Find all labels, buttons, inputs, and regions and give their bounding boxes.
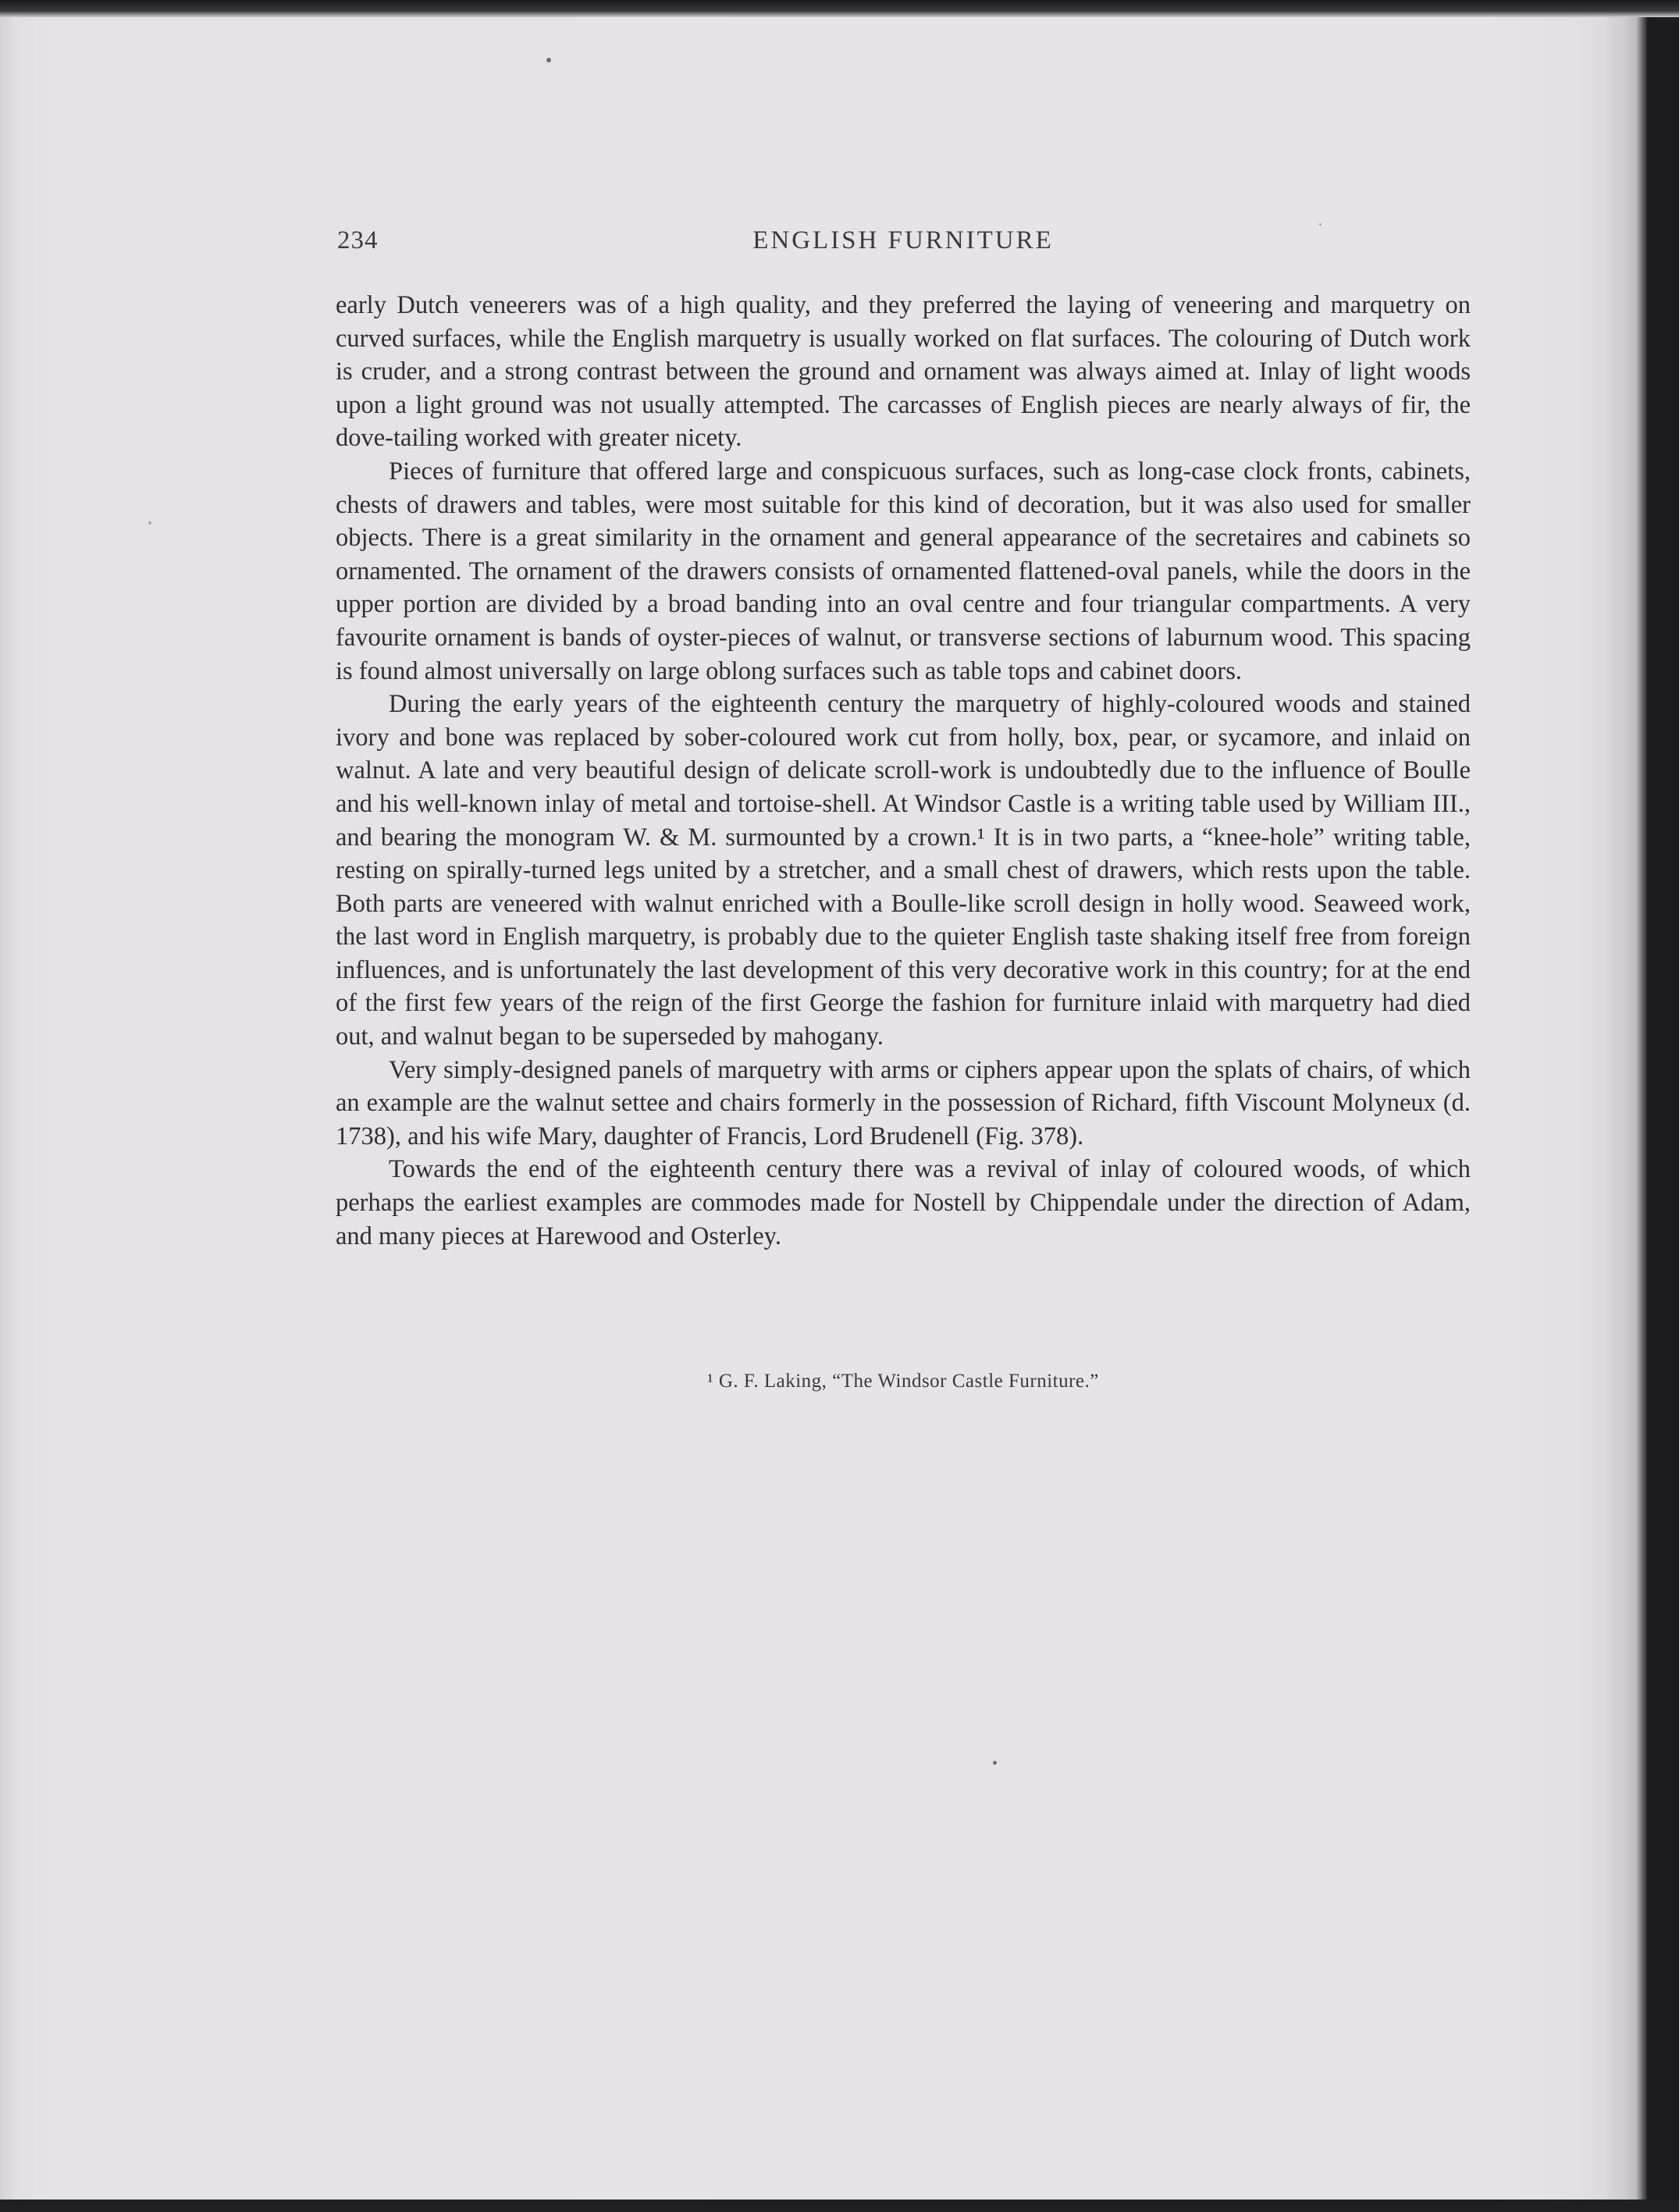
paragraph: During the early years of the eighteenth century the marquetry of highly-coloured woods and stained ivory and bone was replaced by sober-coloured work cut from holly, box, pear, or sycamore, and inlaid on walnut. A late and very beautiful design of delicate scroll-work is undoubtedly due to the influence of Boulle and his well-known inlay of metal and tortoise-shell. At Windsor Castle is a writing table used by William III., and bearing the monogram W. & M. surmounted by a crown.¹ It is in two parts, a “knee-hole” writing table, resting on spirally-turned legs united by a stretcher, and a small chest of drawers, which rests upon the table. Both parts are veneered with walnut enriched with a Boulle-like scroll design in holly wood. Seaweed work, the last word in English marquetry, is probably due to the quieter English taste shaking itself free from foreign influences, and is unfortunately the last development of this very decorative work in this country; for at the end of the first few years of the reign of the first George the fashion for furniture inlaid with marquetry had died out, and walnut began to be superseded by mahogany.: [336, 690, 1471, 1051]
paper-speck: [993, 1761, 997, 1765]
paragraph: Very simply-designed panels of marquetry with arms or ciphers appear upon the splats of chairs, of which an example are the walnut settee and chairs formerly in the possession of Richard, fifth Viscount Molyneux (d. 1738), and his wife Mary, daughter of Francis, Lord Brudenell (Fig. 378).: [336, 1055, 1471, 1150]
paper-speck: [546, 58, 551, 62]
top-edge: [0, 0, 1679, 17]
bottom-edge: [0, 2200, 1679, 2212]
paragraph: Towards the end of the eighteenth century there was a revival of inlay of coloured woods, of which perhaps the earliest examples are commodes made for Nostell by Chippendale under the direction of Adam, and many pieces at Harewood and Osterley.: [336, 1155, 1471, 1250]
page-number: 234: [337, 226, 379, 254]
paragraph: early Dutch veneerers was of a high quality, and they preferred the laying of veneering and marquetry on curved surfaces, while the English marquetry is usually worked on flat surfaces. The colouring of Dutch work is cruder, and a strong contrast between the ground and ornament was always aimed at. Inlay of light woods upon a light ground was not usually attempted. The carcasses of English pieces are nearly always of fir, the dove-tailing worked with greater nicety.: [336, 291, 1471, 453]
paper-speck: [148, 521, 151, 525]
body-text: [336, 289, 1471, 1253]
running-head: [337, 222, 1469, 268]
paragraph: Pieces of furniture that offered large and conspicuous surfaces, such as long-case clock fronts, cabinets, chests of drawers and tables, were most suitable for this kind of decoration, but it was also used for smaller objects. There is a great similarity in the ornament and general appearance of the secretaires and cabinets so ornamented. The ornament of the drawers consists of ornamented flattened-oval panels, while the doors in the upper portion are divided by a broad banding into an oval centre and four triangular compartments. A very favourite ornament is bands of oyster-pieces of walnut, or transverse sections of laburnum wood. This spacing is found almost universally on large oblong surfaces such as table tops and cabinet doors.: [336, 457, 1471, 685]
footnote: ¹ G. F. Laking, “The Windsor Castle Furniture.”: [707, 1371, 1099, 1392]
page-edge: [1608, 0, 1647, 2200]
book-title: ENGLISH FURNITURE: [752, 226, 1054, 254]
